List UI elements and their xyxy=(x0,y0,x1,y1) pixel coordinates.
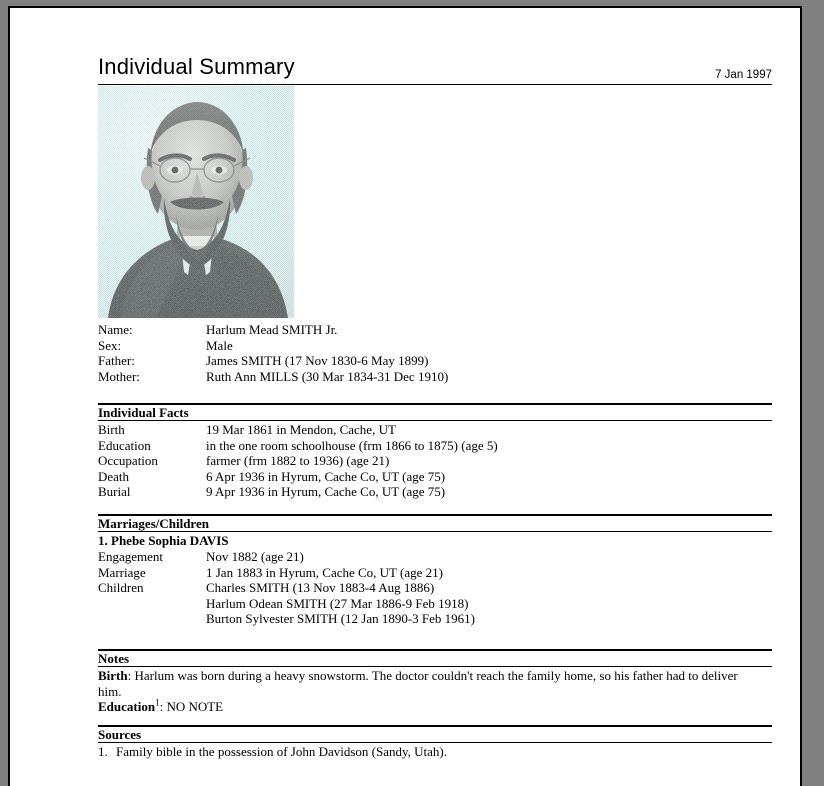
fact-row-death xyxy=(98,469,772,485)
fact-row-birth xyxy=(98,422,772,438)
fact-value: 9 Apr 1936 in Hyrum, Cache Co, UT (age 75) xyxy=(206,484,446,500)
section-notes xyxy=(98,649,772,715)
report-date: 7 Jan 1997 xyxy=(715,69,772,81)
section-individual-facts xyxy=(98,403,772,500)
fact-value: in the one room schoolhouse (frm 1866 to 1875) (age 5) xyxy=(206,437,498,453)
source-text: Family bible in the possession of John Davidson (Sandy, Utah). xyxy=(116,744,447,759)
child-name: Charles SMITH (13 Nov 1883-4 Aug 1886) xyxy=(206,580,435,596)
fact-value: farmer (frm 1882 to 1936) (age 21) xyxy=(206,453,390,469)
fact-row-burial xyxy=(98,484,772,500)
note-birth xyxy=(98,668,764,699)
vitals-row-sex xyxy=(98,338,772,354)
child-name: Burton Sylvester SMITH (12 Jan 1890-3 Feb 1961) xyxy=(206,611,476,627)
header-divider xyxy=(98,84,772,85)
marriage-row-engagement xyxy=(98,549,772,565)
vitals-label: Father: xyxy=(98,353,135,369)
marriage-row-child-3 xyxy=(98,611,772,627)
section-marriages-children xyxy=(98,514,772,627)
fact-row-occupation xyxy=(98,453,772,469)
sources-body xyxy=(98,743,772,760)
marriages-body xyxy=(98,532,772,627)
marriage-row-marriage xyxy=(98,565,772,581)
marriage-row-child-2 xyxy=(98,596,772,612)
note-education xyxy=(98,699,764,715)
fact-value: 6 Apr 1936 in Hyrum, Cache Co, UT (age 75) xyxy=(206,468,446,484)
source-number: 1. xyxy=(98,744,108,759)
page-title: Individual Summary xyxy=(98,54,295,79)
note-education-text: : NO NOTE xyxy=(159,699,224,715)
marriage-label: Marriage xyxy=(98,564,146,580)
note-birth-text: : Harlum was born during a heavy snowstorm. The doctor couldn't reach the family home, so his father had to deliver him. xyxy=(98,668,738,699)
portrait-photo xyxy=(98,86,294,318)
vitals-value: Harlum Mead SMITH Jr. xyxy=(206,322,338,337)
vitals-label: Name: xyxy=(98,322,133,337)
note-birth-label: Birth xyxy=(98,668,128,683)
fact-label: Birth xyxy=(98,422,125,437)
section-title: Marriages/Children xyxy=(98,516,209,531)
note-education-label: Education xyxy=(98,699,156,715)
vitals-row-name xyxy=(98,322,772,338)
document-page xyxy=(8,6,802,786)
section-sources xyxy=(98,725,772,760)
vitals-value: Ruth Ann MILLS (30 Mar 1834-31 Dec 1910) xyxy=(206,368,449,384)
fact-label: Death xyxy=(98,468,130,484)
marriage-value: Nov 1882 (age 21) xyxy=(206,549,304,564)
vitals-label: Sex: xyxy=(98,337,122,353)
vitals-block xyxy=(98,322,772,384)
vitals-row-father xyxy=(98,353,772,369)
marriage-value: 1 Jan 1883 in Hyrum, Cache Co, UT (age 21) xyxy=(206,564,443,580)
fact-label: Education xyxy=(98,437,151,453)
fact-label: Burial xyxy=(98,484,131,500)
vitals-row-mother xyxy=(98,369,772,385)
section-title: Individual Facts xyxy=(98,405,189,420)
vitals-value: James SMITH (17 Nov 1830-6 May 1899) xyxy=(206,353,429,369)
fact-label: Occupation xyxy=(98,453,158,469)
notes-body xyxy=(98,667,772,715)
document-header xyxy=(98,54,772,84)
individual-facts-rows xyxy=(98,421,772,500)
marriage-row-children xyxy=(98,580,772,596)
footnote-marker: 1 xyxy=(155,697,160,708)
source-item xyxy=(98,744,772,760)
vitals-label: Mother: xyxy=(98,368,140,384)
section-title: Notes xyxy=(98,651,130,666)
marriage-label: Engagement xyxy=(98,549,163,564)
fact-row-education xyxy=(98,438,772,454)
spouse-heading: 1. Phebe Sophia DAVIS xyxy=(98,533,229,548)
vitals-value: Male xyxy=(206,337,233,353)
marriage-label: Children xyxy=(98,580,144,596)
fact-value: 19 Mar 1861 in Mendon, Cache, UT xyxy=(206,422,396,437)
section-title: Sources xyxy=(98,727,142,742)
child-name: Harlum Odean SMITH (27 Mar 1886-9 Feb 1918) xyxy=(206,595,469,611)
